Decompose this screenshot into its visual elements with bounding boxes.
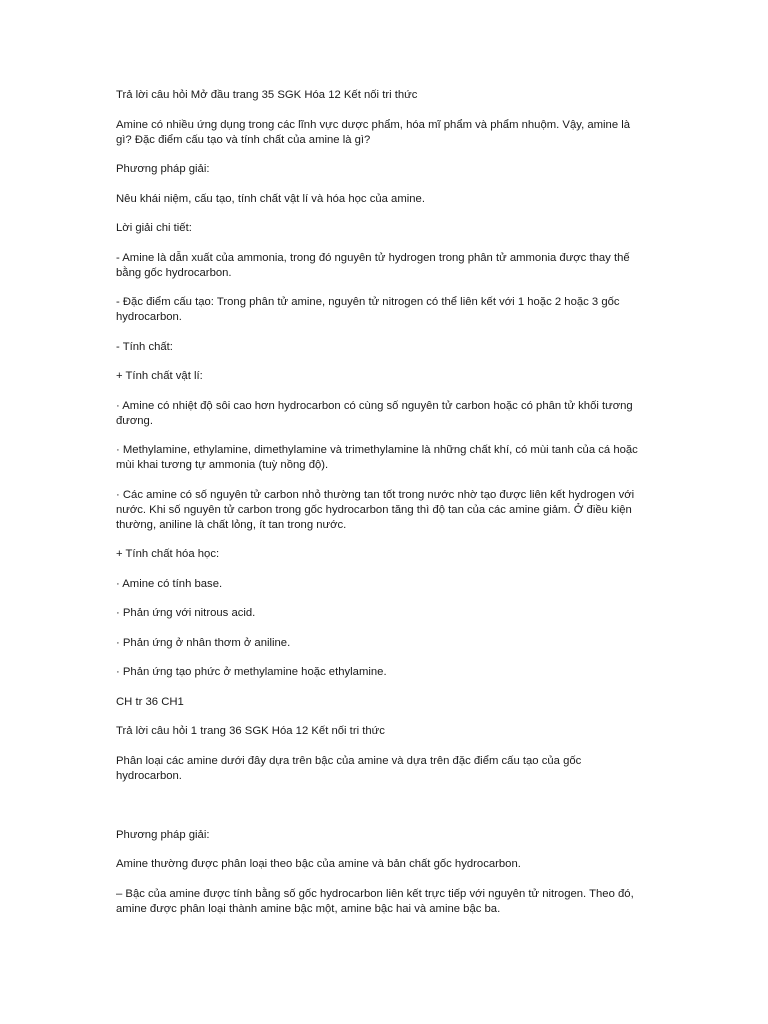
method-text: Nêu khái niệm, cấu tạo, tính chất vật lí và hóa học của amine. [116,192,425,205]
solution-label: Lời giải chi tiết: [116,222,192,234]
chemical-properties-label: + Tính chất hóa học: [116,548,220,560]
solution-structure: - Đặc điểm cấu tạo: Trong phân tử amine, nguyên tử nitrogen có thể liên kết với 1 hoặc 2 hoặc 3 gốc hydrocarbon. [116,296,620,323]
heading-question-1: Trả lời câu hỏi 1 trang 36 SGK Hóa 12 Kết nối tri thức [116,725,385,737]
properties-label: - Tính chất: [116,340,173,353]
document-body [116,88,644,931]
heading-question-intro: Trả lời câu hỏi Mở đầu trang 35 SGK Hóa 12 Kết nối tri thức [116,89,418,101]
physical-properties-label: + Tính chất vật lí: [116,370,203,382]
chemical-property-base: · Amine có tính base. [116,577,223,590]
physical-property-solubility: · Các amine có số nguyên tử carbon nhỏ thường tan tốt trong nước nhờ tạo được liên kết hydrogen với nước. Khi số nguyên tử carbon trong gốc hydrocarbon tăng thì độ tan của các amine giảm. Ở điều kiện thường, aniline là chất lỏng, ít tan trong nước. [116,488,635,531]
method-label: Phương pháp giải: [116,163,210,175]
section-code: CH tr 36 CH1 [116,695,184,708]
amine-order-text: – Bậc của amine được tính bằng số gốc hydrocarbon liên kết trực tiếp với nguyên tử nitrogen. Theo đó, amine được phân loại thành amine bậc một, amine bậc hai và amine bậc ba. [116,887,634,915]
physical-property-boiling: · Amine có nhiệt độ sôi cao hơn hydrocarbon có cùng số nguyên tử carbon hoặc có phân tử khối tương đương. [116,399,633,427]
question-1-text: Phân loại các amine dưới đây dựa trên bậc của amine và dựa trên đặc điểm cấu tạo của gốc hydrocarbon. [116,754,582,782]
method-label-2: Phương pháp giải: [116,828,210,841]
question-text: Amine có nhiều ứng dụng trong các lĩnh vực dược phẩm, hóa mĩ phẩm và phẩm nhuộm. Vậy, amine là gì? Đặc điểm cấu tạo và tính chất của amine là gì? [116,118,631,146]
method-text-2: Amine thường được phân loại theo bậc của amine và bản chất gốc hydrocarbon. [116,858,521,870]
physical-property-state: · Methylamine, ethylamine, dimethylamine và trimethylamine là những chất khí, có mùi tanh của cá hoặc mùi khai tương tự ammonia (tuỳ nồng độ). [116,444,638,471]
chemical-property-complex: · Phản ứng tạo phức ở methylamine hoặc ethylamine. [116,666,387,678]
solution-definition: - Amine là dẫn xuất của ammonia, trong đó nguyên tử hydrogen trong phân tử ammonia được thay thế bằng gốc hydrocarbon. [116,251,630,279]
chemical-property-aromatic: · Phản ứng ở nhân thơm ở aniline. [116,636,291,649]
chemical-property-nitrous: · Phản ứng với nitrous acid. [116,607,256,619]
